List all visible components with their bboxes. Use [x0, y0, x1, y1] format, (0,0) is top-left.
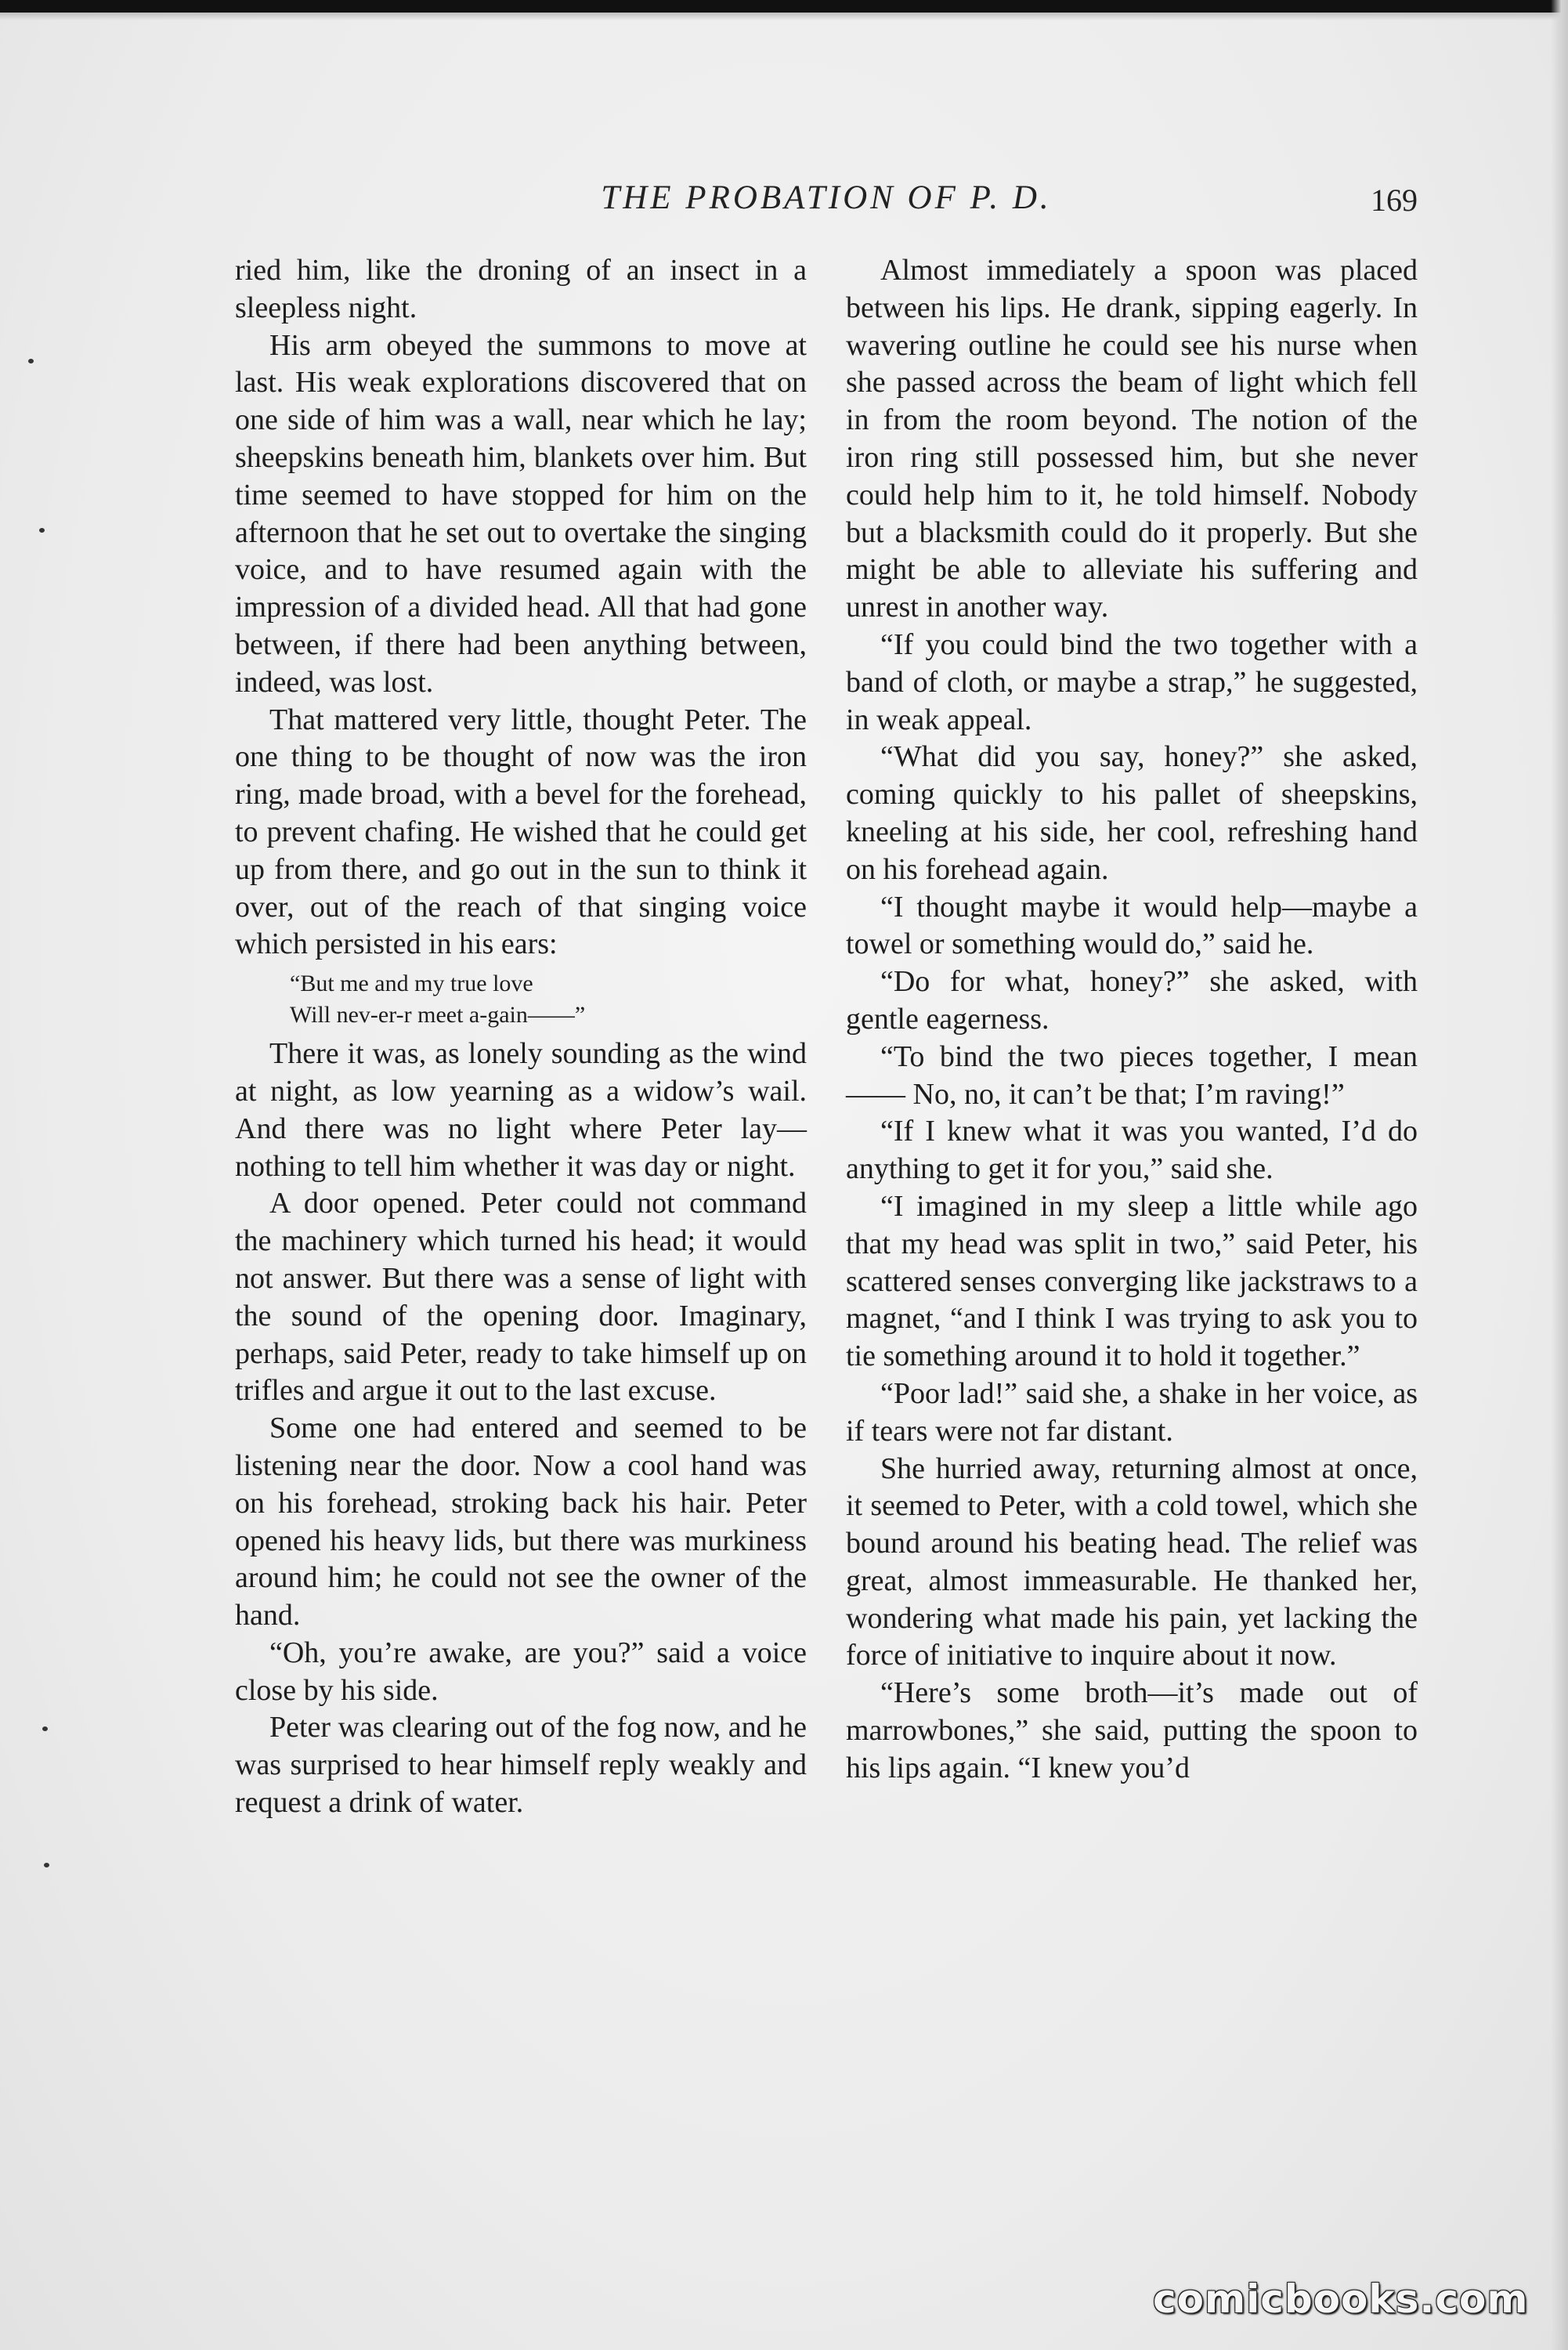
- watermark-logo: comicbooks.com: [1153, 2276, 1529, 2322]
- paragraph: “What did you say, honey?” she asked, coming quickly to his pallet of sheepskins, kneeling at his side, her cool, refreshing hand on his forehead again.: [846, 740, 1418, 886]
- page-number: 169: [1371, 183, 1418, 218]
- paragraph: “To bind the two pieces together, I mean—— No, no, it can’t be that; I’m raving!”: [846, 1039, 1418, 1111]
- paragraph: Some one had entered and seemed to be listening near the door. Now a cool hand was on his forehead, stroking back his hair. Peter opened his heavy lids, but there was murkiness around him; he could not see the owner of the hand.: [235, 1412, 807, 1632]
- paragraph: “If I knew what it was you wanted, I’d do anything to get it for you,” said she.: [846, 1115, 1418, 1186]
- paragraph: “Oh, you’re awake, are you?” said a voice close by his side.: [235, 1636, 807, 1707]
- binding-hole-mark: [44, 1863, 49, 1867]
- paragraph: “If you could bind the two together with a band of cloth, or maybe a strap,” he suggested, in weak appeal.: [846, 627, 1418, 736]
- paragraph: ried him, like the droning of an insect in a sleepless night.: [235, 254, 807, 324]
- paragraph: His arm obeyed the summons to move at last. His weak explorations discovered that on one side of him was a wall, near which he lay; sheepskins beneath him, blankets over him. But time seemed to have stopped for him on the afternoon that he set out to overtake the singing voice, and to have resumed again with the impression of a divided head. All that had gone between, if there had been anything between, indeed, was lost.: [235, 328, 807, 699]
- page-header: [235, 179, 1418, 226]
- paragraph: “I thought maybe it would help—maybe a towel or something would do,” said he.: [846, 890, 1418, 961]
- page-top-shadow: [0, 13, 1568, 20]
- paragraph: “I imagined in my sleep a little while ago that my head was split in two,” said Peter, his scattered senses converging like jackstraws to a magnet, “and I think I was trying to ask you to tie something around it to hold it together.”: [846, 1189, 1418, 1373]
- paragraph: “Do for what, honey?” she asked, with gentle eagerness.: [846, 965, 1418, 1036]
- binding-hole-mark: [39, 528, 45, 533]
- page-top-edge: [0, 0, 1568, 13]
- left-column: [235, 252, 807, 1822]
- running-title: THE PROBATION OF P. D.: [601, 179, 1052, 216]
- paragraph: A door opened. Peter could not command the machinery which turned his head; it would not answer. But there was a sense of light with the sound of the opening door. Imaginary, perhaps, said Peter, ready to take himself up on trifles and argue it out to the last excuse.: [235, 1187, 807, 1408]
- paragraph: Almost immediately a spoon was placed between his lips. He drank, sipping eagerly. In wavering outline he could see his nurse when she passed across the beam of light which fell in from the room beyond. The notion of the iron ring still possessed him, but she never could help him to it, he told himself. Nobody but a blacksmith could do it properly. But she might be able to alleviate his suffering and unrest in another way.: [846, 254, 1418, 624]
- binding-hole-mark: [42, 1726, 48, 1731]
- song-verse: [290, 968, 807, 1031]
- page-right-edge: [1551, 0, 1568, 2350]
- paragraph: There it was, as lonely sounding as the wind at night, as low yearning as a widow’s wail. And there was no light where Peter lay—nothing to tell him whether it was day or night.: [235, 1037, 807, 1183]
- paragraph: “Here’s some broth—it’s made out of marrowbones,” she said, putting the spoon to his lips again. “I knew you’d: [846, 1676, 1418, 1784]
- verse-line: Will nev-er-r meet a-gain——”: [290, 1002, 586, 1029]
- paragraph: Peter was clearing out of the fog now, and he was surprised to hear himself reply weakly and request a drink of water.: [235, 1711, 807, 1820]
- verse-line: “But me and my true love: [290, 971, 533, 997]
- paragraph: “Poor lad!” said she, a shake in her voice, as if tears were not far distant.: [846, 1376, 1418, 1448]
- paragraph: She hurried away, returning almost at once, it seemed to Peter, with a cold towel, which she bound around his beating head. The relief was great, almost immeasurable. He thanked her, wondering what made his pain, yet lacking the force of initiative to inquire about it now.: [846, 1452, 1418, 1672]
- paragraph: That mattered very little, thought Peter. The one thing to be thought of now was the iron ring, made broad, with a bevel for the forehead, to prevent chafing. He wished that he could get up from there, and go out in the sun to think it over, out of the reach of that singing voice which persisted in his ears:: [235, 703, 807, 961]
- binding-hole-mark: [28, 359, 34, 363]
- right-column: [846, 252, 1418, 1788]
